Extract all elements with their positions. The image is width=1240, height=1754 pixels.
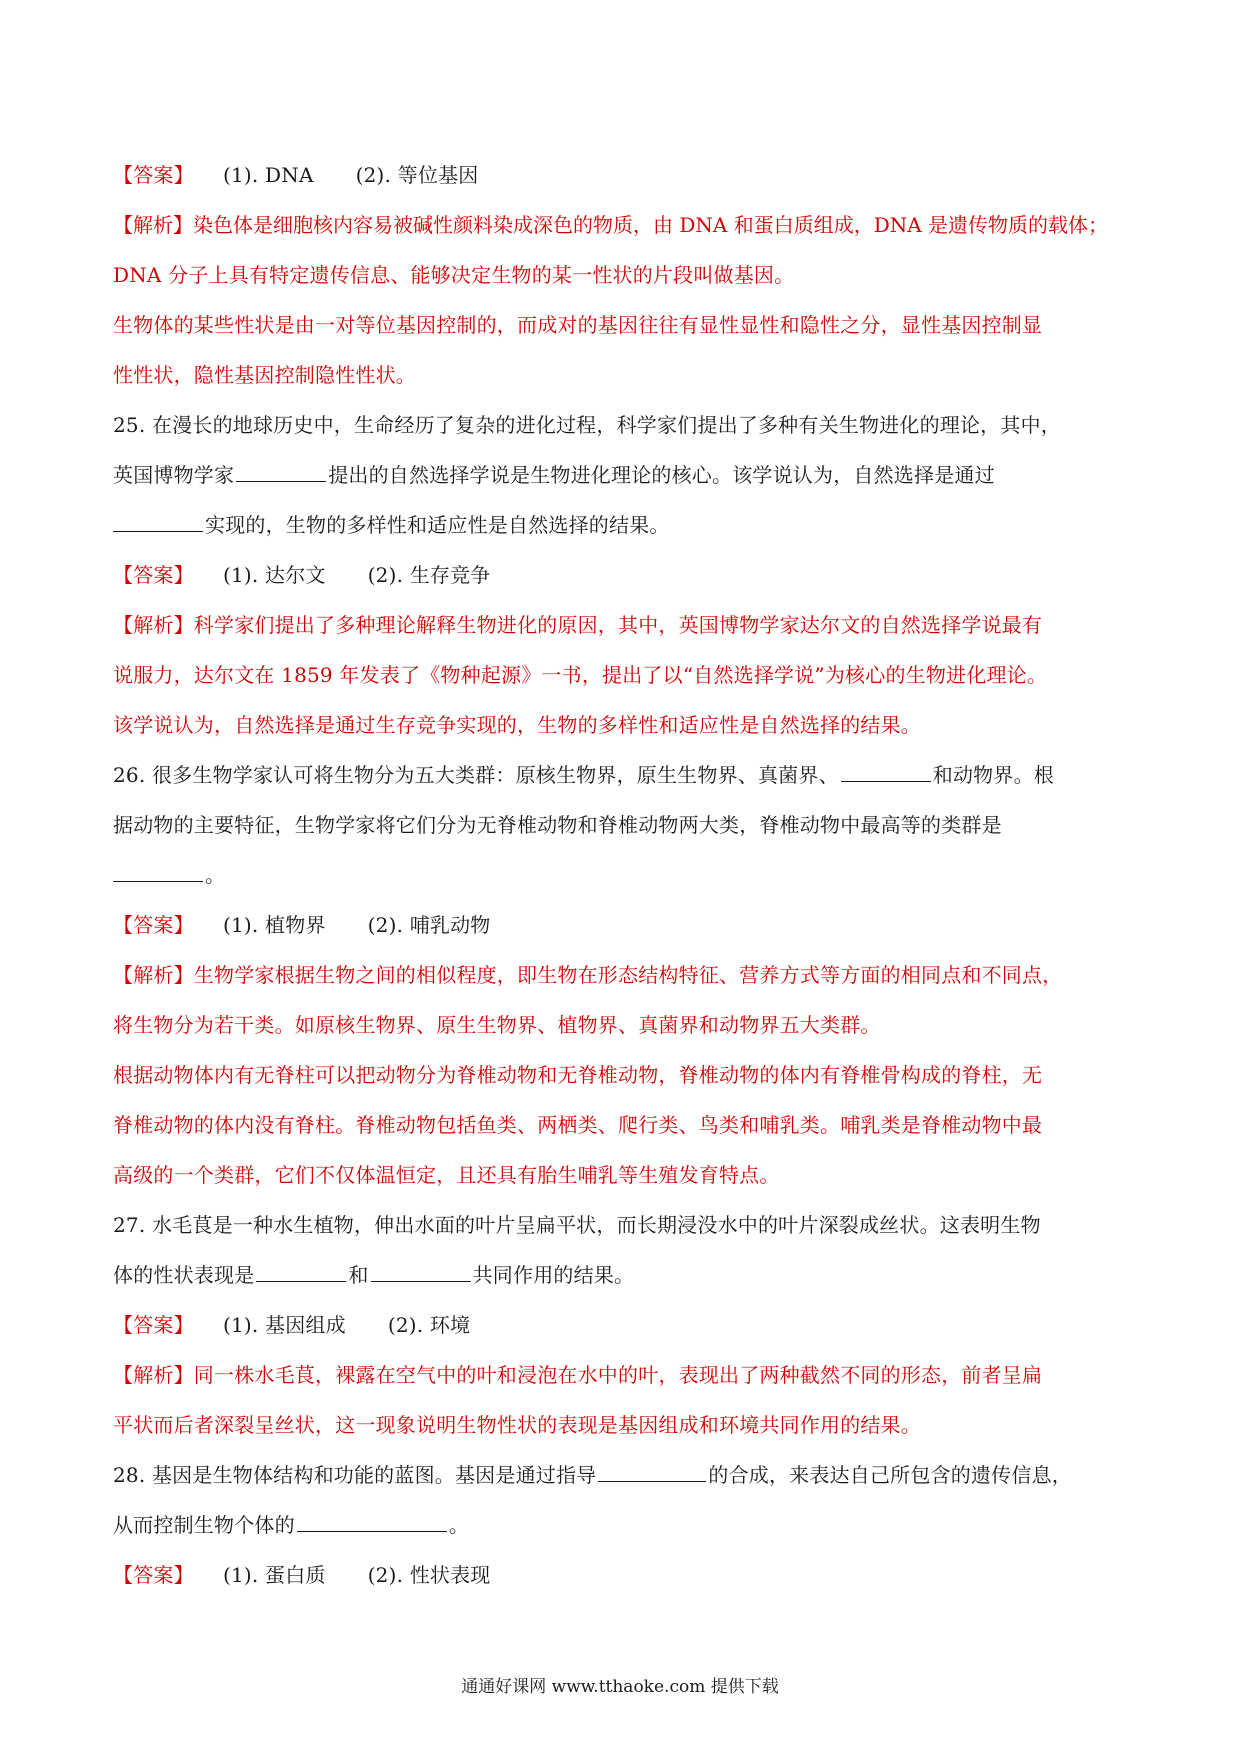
fill-blank xyxy=(371,1255,471,1282)
question-text: 提出的自然选择学说是生物进化理论的核心。该学说认为，自然选择是通过 xyxy=(328,463,995,487)
fill-blank xyxy=(256,1255,346,1282)
question-28-line xyxy=(113,1450,1133,1500)
question-25-line xyxy=(113,500,1133,550)
explain-line: 根据动物体内有无脊柱可以把动物分为脊椎动物和无脊椎动物，脊椎动物的体内有脊椎骨构成的脊柱，无 xyxy=(113,1063,1043,1087)
answer-row-q28 xyxy=(113,1550,1133,1600)
fill-blank xyxy=(297,1505,447,1532)
explain-line: 【解析】染色体是细胞核内容易被碱性颜料染成深色的物质，由 DNA 和蛋白质组成，DNA 是遗传物质的载体； xyxy=(113,213,1109,237)
fill-blank xyxy=(236,455,326,482)
answer-part-2: (2). 环境 xyxy=(387,1313,471,1337)
question-text: 和动物界。根 xyxy=(932,763,1054,787)
fill-blank xyxy=(841,755,931,782)
answer-part-1: (1). 蛋白质 xyxy=(223,1563,326,1587)
explain-line: 该学说认为，自然选择是通过生存竞争实现的，生物的多样性和适应性是自然选择的结果。 xyxy=(113,713,921,737)
answer-row-q24 xyxy=(113,150,1133,200)
explain-line: 平状而后者深裂呈丝状，这一现象说明生物性状的表现是基因组成和环境共同作用的结果。 xyxy=(113,1413,921,1437)
answer-label: 【答案】 xyxy=(113,1563,194,1587)
explain-line: 高级的一个类群，它们不仅体温恒定，且还具有胎生哺乳等生殖发育特点。 xyxy=(113,1163,780,1187)
explain-line: DNA 分子上具有特定遗传信息、能够决定生物的某一性状的片段叫做基因。 xyxy=(113,263,795,287)
answer-part-1: (1). DNA xyxy=(223,163,314,187)
fill-blank xyxy=(113,855,203,882)
explain-line: 将生物分为若干类。如原核生物界、原生生物界、植物界、真菌界和动物界五大类群。 xyxy=(113,1013,881,1037)
page-footer: 通通好课网 www.tthaoke.com 提供下载 xyxy=(461,1677,779,1697)
answer-part-2: (2). 哺乳动物 xyxy=(367,913,491,937)
answer-part-2: (2). 性状表现 xyxy=(367,1563,491,1587)
question-text: 实现的，生物的多样性和适应性是自然选择的结果。 xyxy=(205,513,670,537)
question-text: 。 xyxy=(448,1513,470,1537)
question-26-line xyxy=(113,750,1133,800)
explain-line: 【解析】同一株水毛茛，裸露在空气中的叶和浸泡在水中的叶，表现出了两种截然不同的形态，前者呈扁 xyxy=(113,1363,1043,1387)
explain-line: 【解析】生物学家根据生物之间的相似程度，即生物在形态结构特征、营养方式等方面的相同点和不同点， xyxy=(113,963,1063,987)
question-26-line: 据动物的主要特征，生物学家将它们分为无脊椎动物和脊椎动物两大类，脊椎动物中最高等的类群是 xyxy=(113,813,1002,837)
answer-part-1: (1). 植物界 xyxy=(223,913,326,937)
question-text: 体的性状表现是 xyxy=(113,1263,255,1287)
question-text: 共同作用的结果。 xyxy=(472,1263,635,1287)
fill-blank xyxy=(113,505,203,532)
question-text: 的合成，来表达自己所包含的遗传信息， xyxy=(708,1463,1072,1487)
question-25-line xyxy=(113,450,1133,500)
answer-part-1: (1). 达尔文 xyxy=(223,563,326,587)
answer-label: 【答案】 xyxy=(113,563,194,587)
fill-blank xyxy=(598,1455,706,1482)
answer-part-1: (1). 基因组成 xyxy=(223,1313,346,1337)
question-25-line: 25. 在漫长的地球历史中，生命经历了复杂的进化过程，科学家们提出了多种有关生物进化的理论，其中， xyxy=(113,413,1061,437)
question-text: 从而控制生物个体的 xyxy=(113,1513,295,1537)
answer-part-2: (2). 生存竞争 xyxy=(367,563,491,587)
question-text: 26. 很多生物学家认可将生物分为五大类群：原核生物界，原生生物界、真菌界、 xyxy=(113,763,839,787)
question-27-line: 27. 水毛茛是一种水生植物，伸出水面的叶片呈扁平状，而长期浸没水中的叶片深裂成丝状。这表明生物 xyxy=(113,1213,1041,1237)
question-text: 。 xyxy=(205,863,226,887)
answer-row-q26 xyxy=(113,900,1133,950)
explain-line: 说服力，达尔文在 1859 年发表了《物种起源》一书，提出了以“自然选择学说”为核心的生物进化理论。 xyxy=(113,663,1048,687)
question-27-line xyxy=(113,1250,1133,1300)
answer-label: 【答案】 xyxy=(113,163,194,187)
answer-part-2: (2). 等位基因 xyxy=(355,163,479,187)
question-28-line xyxy=(113,1500,1133,1550)
question-26-line xyxy=(113,850,1133,900)
explain-line: 脊椎动物的体内没有脊柱。脊椎动物包括鱼类、两栖类、爬行类、鸟类和哺乳类。哺乳类是脊椎动物中最 xyxy=(113,1113,1043,1137)
answer-label: 【答案】 xyxy=(113,913,194,937)
question-text: 和 xyxy=(348,1263,369,1287)
question-text: 28. 基因是生物体结构和功能的蓝图。基因是通过指导 xyxy=(113,1463,597,1487)
question-text: 英国博物学家 xyxy=(113,463,235,487)
explain-line: 性性状，隐性基因控制隐性性状。 xyxy=(113,363,416,387)
document-page xyxy=(113,150,1133,1600)
answer-label: 【答案】 xyxy=(113,1313,194,1337)
answer-row-q27 xyxy=(113,1300,1133,1350)
answer-row-q25 xyxy=(113,550,1133,600)
explain-line: 【解析】科学家们提出了多种理论解释生物进化的原因，其中，英国博物学家达尔文的自然选择学说最有 xyxy=(113,613,1043,637)
explain-line: 生物体的某些性状是由一对等位基因控制的，而成对的基因往往有显性显性和隐性之分，显性基因控制显 xyxy=(113,313,1043,337)
